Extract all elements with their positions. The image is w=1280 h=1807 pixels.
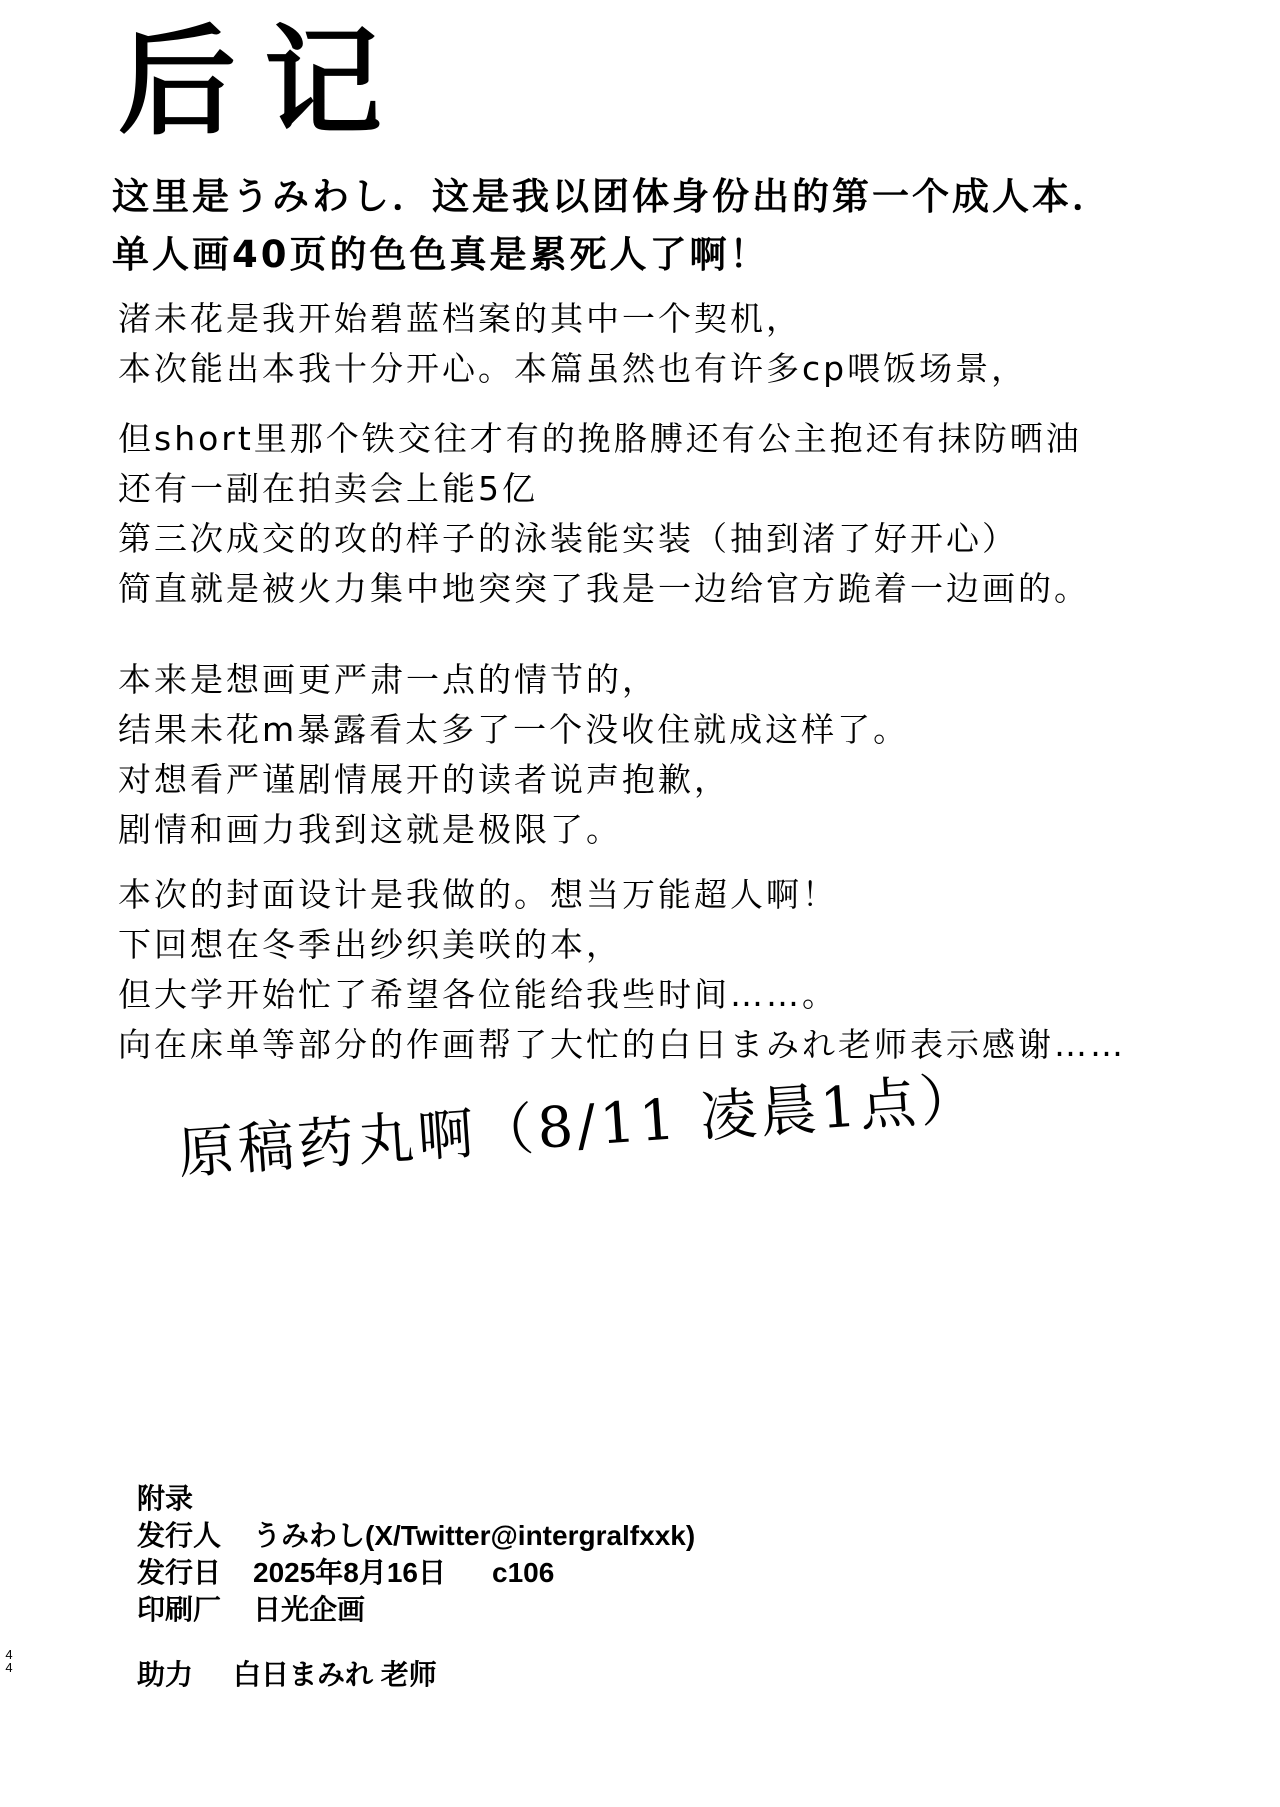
paragraph-line: 还有一副在拍卖会上能5亿: [118, 469, 538, 508]
publisher-value: うみわし(X/Twitter@intergralfxxk): [253, 1520, 696, 1551]
printer-label: 印刷厂: [137, 1594, 222, 1625]
paragraph-line: 但大学开始忙了希望各位能给我些时间……。: [118, 975, 838, 1014]
paragraph-line: 本次能出本我十分开心。本篇虽然也有许多cp喂饭场景，: [118, 349, 1028, 388]
paragraph-line: 对想看严谨剧情展开的读者说声抱歉，: [118, 760, 730, 799]
paragraph-line: 剧情和画力我到这就是极限了。: [118, 810, 622, 849]
colophon-assist-row: [137, 1656, 695, 1693]
colophon-printer-row: [137, 1591, 695, 1628]
paragraph-line: 下回想在冬季出纱织美咲的本，: [118, 925, 622, 964]
handwritten-signature: 原稿药丸啊（8/11 凌晨1点）: [176, 1066, 982, 1187]
paragraph-line: 本来是想画更严肃一点的情节的，: [118, 660, 658, 699]
paragraph-line: 本次的封面设计是我做的。想当万能超人啊！: [118, 875, 838, 914]
paragraph-line: 但short里那个铁交往才有的挽胳膊还有公主抱还有抹防晒油: [118, 419, 1082, 458]
intro-line: 单人画40页的色色真是累死人了啊！: [112, 233, 770, 276]
paragraph-line: 简直就是被火力集中地突突了我是一边给官方跪着一边画的。: [118, 569, 1090, 608]
paragraph-4: [118, 870, 1258, 1070]
publisher-label: 发行人: [137, 1520, 222, 1551]
page-title: 后记: [118, 13, 411, 151]
paragraph-line: 渚未花是我开始碧蓝档案的其中一个契机，: [118, 299, 802, 338]
event-value: c106: [492, 1557, 555, 1588]
paragraph-line: 结果未花m暴露看太多了一个没收住就成这样了。: [118, 710, 910, 749]
colophon-heading-text: 附录: [137, 1483, 194, 1514]
printer-value: 日光企画: [253, 1594, 366, 1625]
intro-block: [112, 168, 1262, 284]
colophon-heading: [137, 1480, 695, 1517]
paragraph-2: [118, 414, 1258, 614]
page-number: 44: [5, 1647, 13, 1675]
paragraph-3: [118, 655, 1258, 855]
assist-value: 白日まみれ 老师: [233, 1659, 437, 1690]
paragraph-line: 向在床单等部分的作画帮了大忙的白日まみれ老师表示感谢……: [118, 1025, 1126, 1064]
paragraph-line: 第三次成交的攻的样子的泳装能实装（抽到渚了好开心）: [118, 519, 1018, 558]
assist-label: 助力: [137, 1659, 194, 1690]
colophon: [137, 1480, 695, 1693]
colophon-date-row: [137, 1554, 695, 1591]
paragraph-1: [118, 294, 1258, 394]
intro-line: 这里是うみわし．这是我以团体身份出的第一个成人本．: [112, 175, 1112, 218]
colophon-publisher-row: [137, 1517, 695, 1554]
date-value: 2025年8月16日: [253, 1557, 447, 1588]
date-label: 发行日: [137, 1557, 222, 1588]
